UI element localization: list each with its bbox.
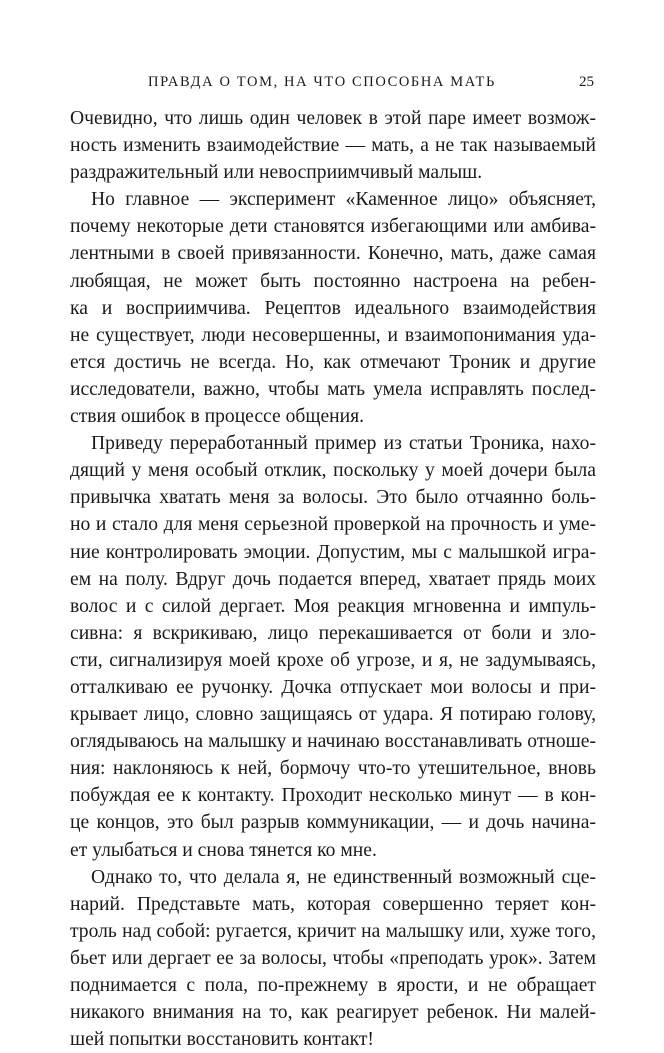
text-line: ется достичь не всегда. Но, как отмечают Троник и другие [70,351,596,373]
text-line: сти, сигнализируя моей крохе об угрозе, и я, не задумываясь, [70,649,596,671]
text-line: исследователи, важно, чтобы мать умела исправлять послед- [70,378,596,400]
text-line: оглядываюсь на малышку и начинаю восстанавливать отноше- [70,731,596,753]
text-line: крывает лицо, словно защищаясь от удара. Я потираю голову, [70,704,596,726]
text-line: раздражительный или невосприимчивый малыш. [70,162,483,184]
text-line: Однако то, что делала я, не единственный возможный сце- [91,866,596,888]
body-text [70,105,596,1053]
text-line: не существует, люди несовершенны, и взаимопонимания уда- [70,324,596,346]
page-number: 25 [579,74,594,90]
text-line: ем на полу. Вдруг дочь подается вперед, хватает прядь моих [70,568,596,590]
text-line: ка и восприимчива. Рецептов идеального взаимодействия [70,297,596,319]
text-line: почему некоторые дети становятся избегающими или амбива- [70,216,596,238]
text-line: привычка хватать меня за волосы. Это было отчаянно боль- [70,487,596,509]
text-line: волос и с силой дергает. Моя реакция мгновенна и импуль- [70,595,596,617]
text-line: ствия ошибок в процессе общения. [70,406,365,428]
text-line: сивна: я вскрикиваю, лицо перекашивается от боли и зло- [70,622,596,644]
text-line: це концов, это был разрыв коммуникации, — и дочь начина- [70,812,596,834]
text-line: Очевидно, что лишь один человек в этой паре имеет возмож- [70,108,596,129]
text-line: побуждая ее к контакту. Проходит несколько минут — в кон- [70,785,596,807]
text-line: поднимается с пола, по-прежнему в ярости, и не обращает [70,975,596,996]
running-header [70,74,594,96]
text-line: Но главное — эксперимент «Каменное лицо» объясняет, [91,189,596,211]
text-line: нарий. Представьте мать, которая совершенно теряет кон- [70,893,596,915]
text-line: троль над собой: ругается, кричит на малышку или, хуже того, [70,920,596,942]
text-line: шей попытки восстановить контакт! [70,1029,374,1051]
text-line: ность изменить взаимодействие — мать, а не так называемый [70,135,596,157]
text-line: дящий у меня особый отклик, поскольку у моей дочери была [70,460,596,482]
text-line: лентными в своей привязанности. Конечно, мать, даже самая [70,243,596,265]
text-line: бьет или дергает ее за волосы, чтобы «преподать урок». Затем [70,947,596,969]
text-line: никакого внимания на то, как реагирует ребенок. Ни малей- [70,1002,596,1024]
text-line: Приведу переработанный пример из статьи Троника, нахо- [91,433,596,455]
text-line: ние контролировать эмоции. Допустим, мы с малышкой игра- [70,541,596,563]
text-line: но и стало для меня серьезной проверкой на прочность и уме- [70,514,596,536]
running-title: ПРАВДА О ТОМ, НА ЧТО СПОСОБНА МАТЬ [148,74,496,90]
text-line: ния: наклоняюсь к ней, бормочу что-то утешительное, вновь [70,758,596,780]
text-line: ет улыбаться и снова тянется ко мне. [70,839,377,861]
text-line: отталкиваю ее ручонку. Дочка отпускает мои волосы и при- [70,676,596,698]
text-line: любящая, не может быть постоянно настроена на ребен- [70,270,596,292]
